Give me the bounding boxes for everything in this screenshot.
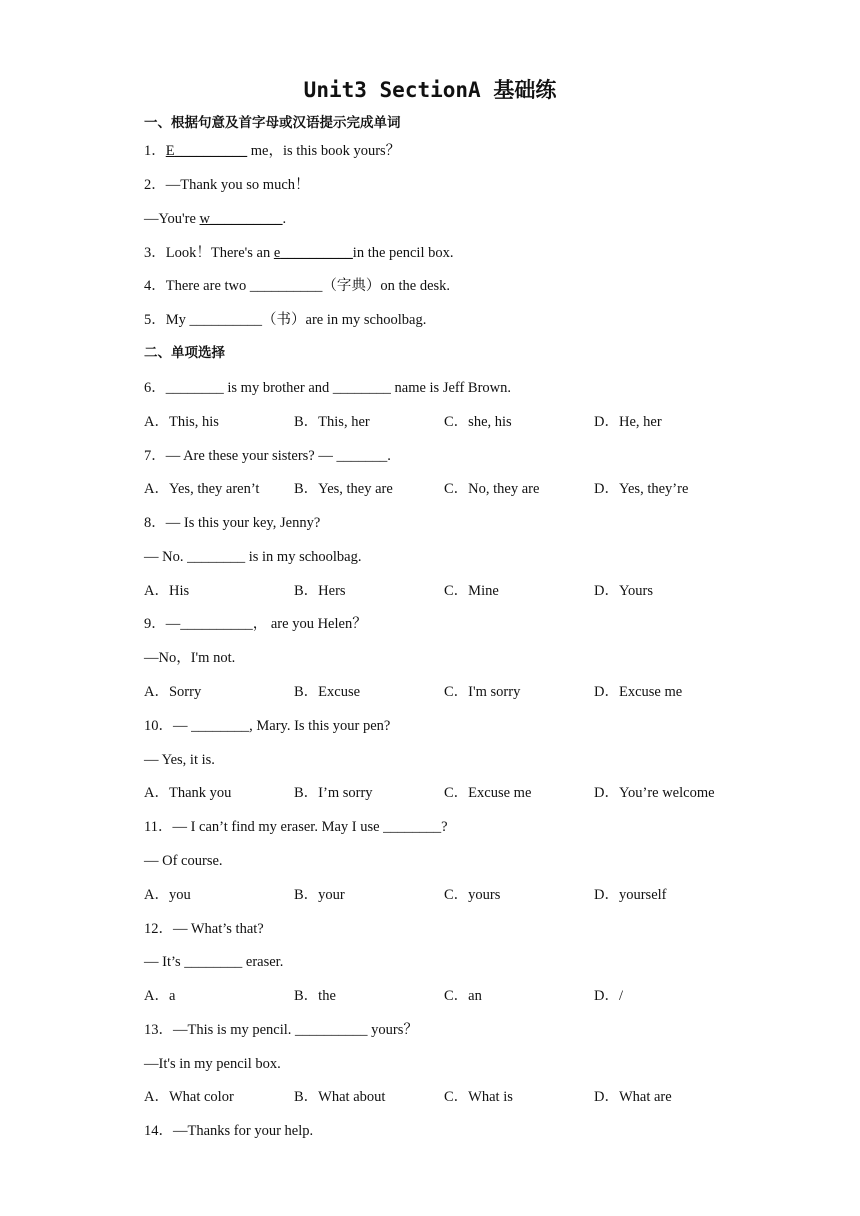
option-d: D．yourself [594,887,667,903]
question-10-response: — Yes, it is. [144,752,215,768]
option-d: D．Yours [594,583,653,599]
question-13-response: —It's in my pencil box. [144,1056,281,1072]
question-13: 13．—This is my pencil. __________ yours？ [144,1022,418,1038]
option-c: C．No, they are [444,481,540,497]
option-a: A．What color [144,1089,234,1105]
question-8: 8．— Is this your key, Jenny? [144,515,321,531]
options-11 [144,886,764,904]
option-d: D．What are [594,1089,672,1105]
item-number: 1． [144,143,166,159]
option-d: D．Yes, they’re [594,481,689,497]
option-b: B．Excuse [294,684,361,700]
options-7 [144,480,764,498]
option-d: D．/ [594,988,623,1004]
option-b: B．Yes, they are [294,481,393,497]
option-a: A．Thank you [144,785,232,801]
option-c: C．she, his [444,414,512,430]
options-10 [144,784,764,802]
vocab-item-3 [144,244,453,262]
question-10: 10．— ________, Mary. Is this your pen? [144,718,391,734]
options-8 [144,582,764,600]
option-b: B．What about [294,1089,386,1105]
item-text: in the pencil box. [352,245,454,261]
answer-blank: __________ [174,143,248,159]
vocab-item-5: 5．My __________（书）are in my schoolbag. [144,312,427,328]
option-d: D．You’re welcome [594,785,715,801]
question-8-response: — No. ________ is in my schoolbag. [144,549,362,565]
option-a: A．Sorry [144,684,202,700]
vocab-item-1 [144,142,400,160]
option-a: A．you [144,887,191,903]
option-b: B．I’m sorry [294,785,373,801]
option-d: D．Excuse me [594,684,683,700]
option-c: C．an [444,988,482,1004]
vocab-item-2: 2．—Thank you so much！ [144,177,310,193]
section-heading-multiple-choice: 二、单项选择 [144,345,225,361]
vocab-item-4: 4．There are two __________（字典）on the desk. [144,278,451,294]
question-12: 12．— What’s that? [144,921,264,937]
option-c: C．What is [444,1089,513,1105]
option-c: C．I'm sorry [444,684,521,700]
option-a: A．This, his [144,414,219,430]
question-9: 9．—__________， are you Helen？ [144,616,367,632]
question-11-response: — Of course. [144,853,223,869]
option-c: C．Mine [444,583,499,599]
option-c: C．yours [444,887,501,903]
option-a: A．Yes, they aren’t [144,481,260,497]
item-text: —You're [144,211,200,227]
options-13 [144,1088,764,1106]
option-a: A．a [144,988,176,1004]
option-b: B．Hers [294,583,346,599]
item-text: me，is this book yours？ [247,143,401,159]
question-14: 14．—Thanks for your help. [144,1123,314,1139]
question-12-response: — It’s ________ eraser. [144,954,284,970]
question-9-response: —No，I'm not. [144,650,236,666]
item-text: . [282,211,287,227]
question-11: 11．— I can’t find my eraser. May I use ________? [144,819,448,835]
answer-blank: __________ [210,211,283,227]
question-7: 7．— Are these your sisters? — _______. [144,448,391,464]
question-6: 6．________ is my brother and ________ name is Jeff Brown. [144,380,512,396]
option-d: D．He, her [594,414,662,430]
initial-letter-hint: E [165,143,175,159]
options-9 [144,683,764,701]
answer-blank: __________ [280,245,353,261]
option-b: B．This, her [294,414,370,430]
option-a: A．His [144,583,190,599]
options-12 [144,987,764,1005]
initial-letter-hint: e [273,245,281,261]
option-c: C．Excuse me [444,785,532,801]
initial-letter-hint: w [199,211,211,227]
option-b: B．the [294,988,336,1004]
page-title: Unit3 SectionA 基础练 [303,78,557,102]
section-heading-vocabulary: 一、根据句意及首字母或汉语提示完成单词 [144,115,401,131]
item-text: 3．Look！There's an [144,245,274,261]
option-b: B．your [294,887,345,903]
vocab-item-2-response [144,210,286,228]
options-6 [144,413,764,431]
